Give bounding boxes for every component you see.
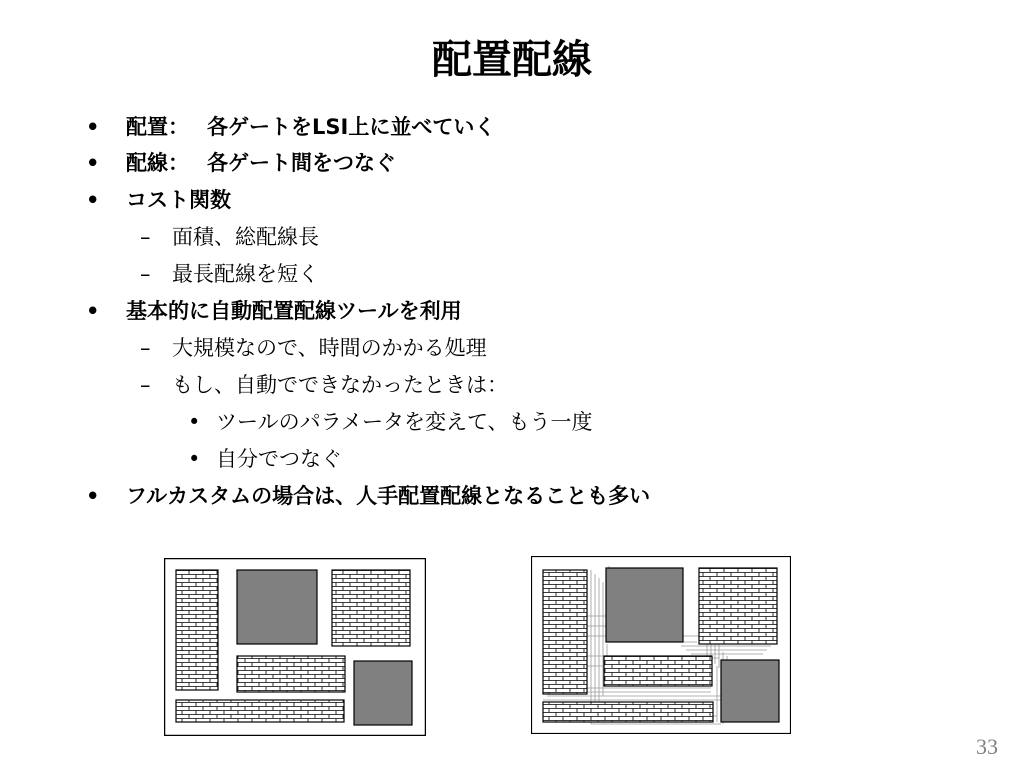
- macro-block: [606, 568, 683, 642]
- bullet-marker: •: [188, 410, 201, 434]
- gate-array-block: [699, 568, 777, 644]
- bullet-item: [86, 110, 495, 144]
- bullet-text: 最長配線を短く: [172, 262, 319, 286]
- sub-bullet-item: [140, 257, 319, 291]
- gate-array-block: [176, 570, 218, 690]
- bullet-marker: –: [140, 336, 151, 360]
- bullet-item: [86, 183, 231, 217]
- bullet-text: 面積、総配線長: [172, 225, 319, 249]
- bullet-item: [86, 294, 462, 328]
- sub-bullet-item: [140, 331, 487, 365]
- bullet-text: 各ゲートをLSI上に並べていく: [207, 115, 496, 139]
- bullet-marker: –: [140, 373, 151, 397]
- bullet-text: 自分でつなぐ: [216, 447, 342, 471]
- bullet-label: 配置：: [126, 115, 189, 139]
- bullet-item: [86, 146, 396, 180]
- sub-bullet-item: [140, 368, 508, 402]
- bullet-item: [86, 479, 650, 513]
- bullet-text: ツールのパラメータを変えて、もう一度: [216, 410, 593, 434]
- routing-figure: [531, 556, 791, 734]
- bullet-text: 大規模なので、時間のかかる処理: [172, 336, 487, 360]
- placement-figure: [164, 558, 426, 736]
- macro-block: [237, 570, 317, 644]
- bullet-text: もし、自動でできなかったときは：: [172, 373, 508, 397]
- gate-array-block: [543, 702, 713, 722]
- bullet-marker: •: [86, 115, 100, 139]
- gate-array-block: [176, 700, 344, 722]
- bullet-text: コスト関数: [126, 188, 231, 212]
- gate-array-block: [543, 570, 587, 694]
- bullet-text: 基本的に自動配置配線ツールを利用: [126, 299, 462, 323]
- sub-sub-bullet-item: [188, 442, 342, 476]
- bullet-marker: •: [188, 447, 201, 471]
- sub-bullet-item: [140, 220, 319, 254]
- bullet-text: 各ゲート間をつなぐ: [207, 151, 396, 175]
- macro-block: [354, 661, 412, 725]
- bullet-label: 配線：: [126, 151, 189, 175]
- gate-array-block: [237, 656, 345, 692]
- page-number: 33: [976, 734, 998, 759]
- sub-sub-bullet-item: [188, 405, 593, 439]
- bullet-marker: •: [86, 299, 100, 323]
- gate-array-block: [604, 656, 712, 686]
- bullet-marker: •: [86, 151, 100, 175]
- bullet-marker: •: [86, 484, 100, 508]
- bullet-marker: –: [140, 225, 151, 249]
- bullet-marker: •: [86, 188, 100, 212]
- bullet-marker: –: [140, 262, 151, 286]
- gate-array-block: [332, 570, 410, 646]
- slide-title: 配置配線: [432, 37, 592, 83]
- macro-block: [721, 660, 779, 722]
- bullet-text: フルカスタムの場合は、人手配置配線となることも多い: [126, 484, 651, 508]
